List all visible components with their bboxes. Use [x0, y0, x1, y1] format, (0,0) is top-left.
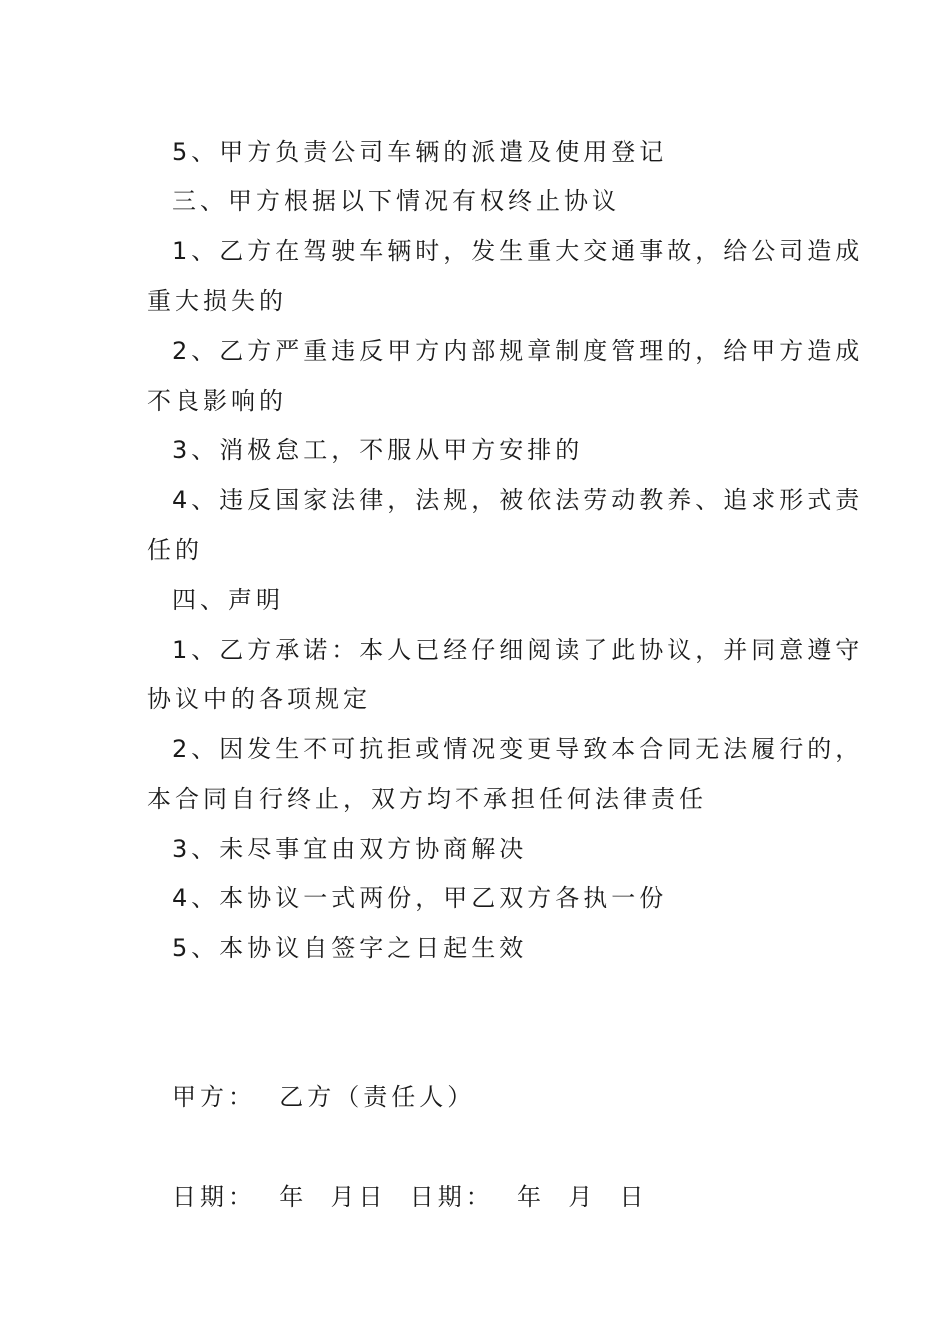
statement-clause-5: 5、本协议自签字之日起生效: [172, 934, 528, 962]
termination-clause-2-continued: 不良影响的: [147, 387, 287, 415]
signature-line: 甲方： 乙方（责任人）: [172, 1083, 476, 1111]
date-line: 日期： 年 月日 日期： 年 月 日: [172, 1183, 648, 1211]
termination-clause-1-continued: 重大损失的: [147, 287, 287, 315]
statement-clause-1: 1、乙方承诺：本人已经仔细阅读了此协议，并同意遵守: [172, 636, 864, 664]
section-4-heading: 四、声明: [172, 586, 284, 614]
statement-clause-3: 3、未尽事宜由双方协商解决: [172, 835, 528, 863]
termination-clause-2: 2、乙方严重违反甲方内部规章制度管理的，给甲方造成: [172, 337, 864, 365]
termination-clause-4-continued: 任的: [147, 536, 203, 564]
statement-clause-4: 4、本协议一式两份，甲乙双方各执一份: [172, 884, 668, 912]
termination-clause-1: 1、乙方在驾驶车辆时，发生重大交通事故，给公司造成: [172, 237, 864, 265]
clause-5-vehicle-dispatch: 5、甲方负责公司车辆的派遣及使用登记: [172, 138, 668, 166]
termination-clause-3: 3、消极怠工，不服从甲方安排的: [172, 436, 584, 464]
termination-clause-4: 4、违反国家法律，法规，被依法劳动教养、追求形式责: [172, 486, 864, 514]
statement-clause-2: 2、因发生不可抗拒或情况变更导致本合同无法履行的，: [172, 735, 864, 763]
statement-clause-1-continued: 协议中的各项规定: [147, 685, 371, 713]
section-3-heading: 三、甲方根据以下情况有权终止协议: [172, 187, 620, 215]
statement-clause-2-continued: 本合同自行终止，双方均不承担任何法律责任: [147, 785, 707, 813]
